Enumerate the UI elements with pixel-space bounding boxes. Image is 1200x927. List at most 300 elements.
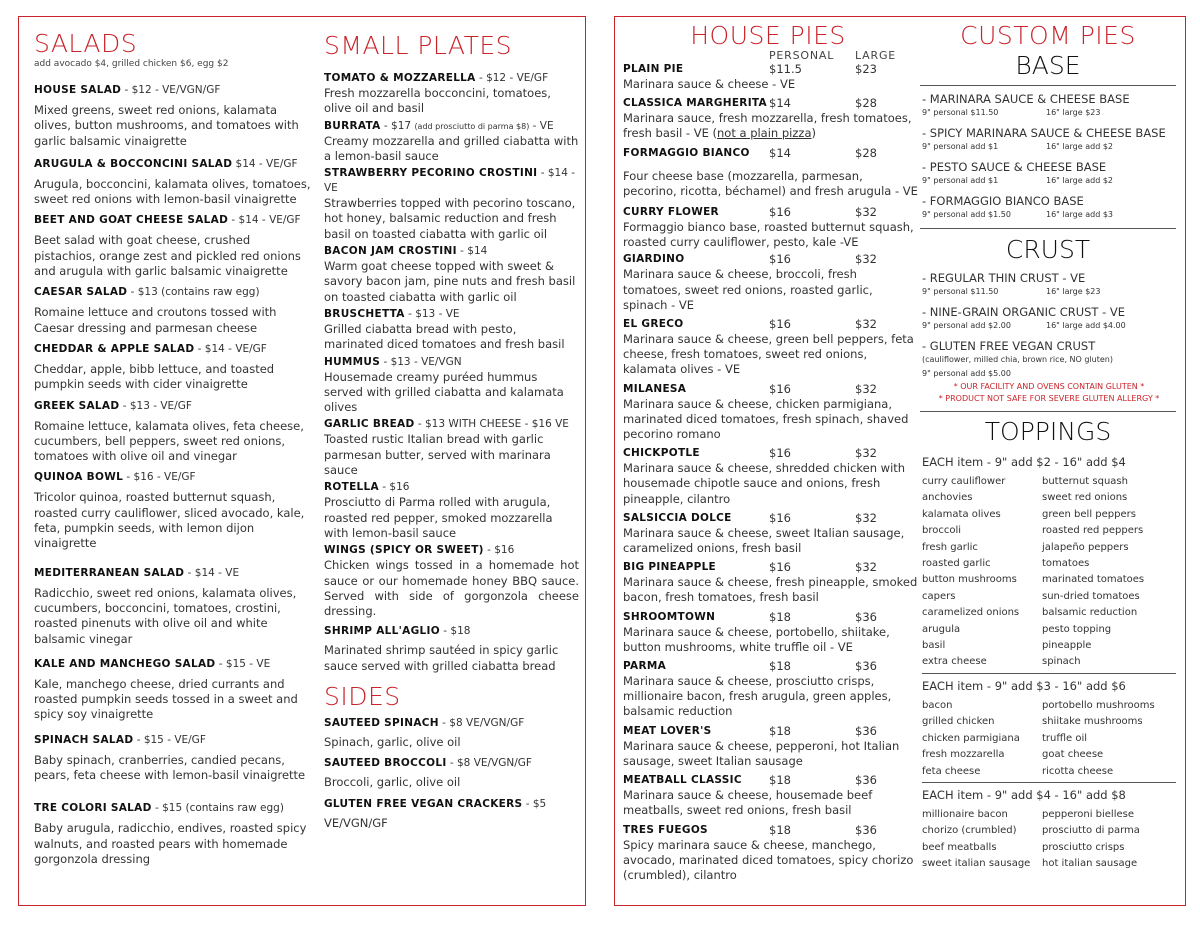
base-option-prices: [922, 209, 1176, 220]
small-plate-item: [324, 480, 579, 541]
house-pie-row: [623, 724, 918, 739]
pie-large-price: $36: [855, 773, 877, 788]
small-plate-price: - $12 - VE/GF: [475, 72, 549, 84]
base-option-label: - MARINARA SAUCE & CHEESE BASE: [922, 92, 1130, 106]
salad-price: - $14 - VE/GF: [228, 214, 301, 227]
pie-name: CHICKPOTLE: [623, 447, 700, 460]
topping-item: prosciutto di parma: [1042, 825, 1140, 837]
pie-personal-price: $16: [769, 205, 791, 220]
small-plate-title: HUMMUS: [324, 355, 381, 368]
salad-description: Romaine lettuce, kalamata olives, feta cheese, cucumbers, bell peppers, sweet red onions, tomatoes with olive oil and vinegar: [34, 418, 304, 464]
salad-price: - $15 (contains raw egg): [151, 802, 284, 815]
pie-desc-text: Marinara sauce & cheese, portobello, shiitake, button mushrooms, white truffle oil - VE: [623, 624, 890, 654]
side-title: SAUTEED SPINACH: [324, 717, 439, 730]
topping-group-header: EACH item - 9" add $4 - 16" add $8: [922, 787, 1126, 802]
pie-large-price: $32: [855, 510, 877, 525]
topping-item: tomatoes: [1042, 558, 1090, 570]
pie-name: GIARDINO: [623, 253, 685, 266]
topping-item: chicken parmigiana: [922, 732, 1020, 744]
salad-title: MEDITERRANEAN SALAD: [34, 566, 185, 579]
topping-item: extra cheese: [922, 656, 987, 668]
side-price: - $8 VE/VGN/GF: [446, 757, 532, 770]
pie-description: [623, 674, 918, 720]
pie-desc-text: Marinara sauce & cheese, pepperoni, hot Italian sausage, sweet Italian sausage: [623, 738, 900, 768]
topping-item: bacon: [922, 699, 953, 711]
house-pie-item: [623, 96, 918, 141]
side-description: Broccoli, garlic, olive oil: [324, 775, 461, 790]
pie-description: [623, 267, 918, 313]
side-item: [324, 716, 579, 750]
salad-title: CHEDDAR & APPLE SALAD: [34, 342, 195, 355]
base-option-prices: [922, 141, 1176, 152]
salad-item: [34, 157, 312, 208]
small-plate-price: - $14: [456, 245, 488, 258]
pie-description: [623, 332, 918, 378]
topping-group: [922, 678, 1176, 783]
salad-price: - $13 - VE/GF: [119, 399, 192, 412]
pie-personal-price: $11.5: [769, 62, 802, 76]
pie-name: CLASSICA MARGHERITA: [623, 97, 767, 110]
topping-item: jalapeño peppers: [1042, 541, 1129, 553]
house-pie-row: [623, 446, 918, 461]
small-plate-item: [324, 244, 579, 305]
small-plate-item: [324, 71, 579, 117]
small-plate-name: [324, 166, 579, 196]
small-plate-name: [324, 244, 579, 259]
small-plate-description: Prosciutto di Parma rolled with arugula, roasted red pepper, smoked mozzarella with lemon-basil sauce: [324, 495, 553, 540]
house-pies-list: [623, 62, 918, 883]
small-plate-title: ROTELLA: [324, 481, 379, 494]
crust-option-label: - NINE-GRAIN ORGANIC CRUST - VE: [922, 305, 1126, 319]
toppings-title: TOPPINGS: [984, 417, 1112, 446]
topping-item: button mushrooms: [922, 574, 1017, 586]
small-plate-description: Marinated shrimp sautéed in spicy garlic sauce served with grilled ciabatta bread: [324, 643, 559, 673]
topping-group: [922, 454, 1176, 674]
topping-item: balsamic reduction: [1042, 607, 1138, 619]
topping-item: anchovies: [922, 492, 973, 504]
pie-name: MEATBALL CLASSIC: [623, 774, 742, 787]
small-plate-item: [324, 543, 579, 619]
salad-title: KALE AND MANCHEGO SALAD: [34, 657, 216, 670]
divider: [920, 411, 1176, 412]
small-plate-name: [324, 307, 579, 322]
topping-item: butternut squash: [1042, 476, 1128, 487]
small-plate-description: Grilled ciabatta bread with pesto, marinated diced tomatoes and fresh basil: [324, 321, 565, 352]
pie-name: SHROOMTOWN: [623, 610, 716, 623]
salad-description: Beet salad with goat cheese, crushed pistachios, orange zest and pickled red onions and arugula with garlic balsamic vinaigrette: [34, 233, 301, 279]
house-pie-item: [623, 560, 918, 605]
salad-price: - $13 (contains raw egg): [127, 286, 260, 299]
house-pie-row: [623, 511, 918, 526]
salads-addons: add avocado $4, grilled chicken $6, egg $2: [34, 59, 229, 69]
pie-large-price: $32: [855, 317, 877, 332]
pie-personal-price: $18: [769, 822, 791, 837]
salad-item: [34, 342, 312, 393]
small-plate-title: WINGS (SPICY OR SWEET): [324, 544, 484, 557]
side-price: - $8 VE/VGN/GF: [438, 717, 525, 730]
personal-header: PERSONAL: [769, 49, 835, 62]
base-option-prices: [922, 175, 1176, 186]
small-plate-description: Fresh mozzarella bocconcini, tomatoes, olive oil and basil: [324, 86, 551, 116]
small-plates-column: [324, 31, 579, 837]
house-pie-row: [623, 146, 918, 161]
base-option-label: - FORMAGGIO BIANCO BASE: [922, 194, 1084, 208]
salad-name: [34, 566, 312, 581]
topping-item: basil: [922, 640, 946, 652]
house-pie-row: [623, 62, 918, 77]
gf-crust-desc: (cauliflower, milled chia, brown rice, NO gluten): [922, 355, 1113, 364]
topping-item: sun-dried tomatoes: [1042, 590, 1140, 602]
salad-title: HOUSE SALAD: [34, 84, 122, 96]
divider: [922, 782, 1176, 783]
small-plate-title: BACON JAM CROSTINI: [324, 245, 457, 258]
small-plate-item: [324, 119, 579, 165]
pie-description: [623, 397, 918, 443]
house-pie-row: [623, 659, 918, 674]
pie-large-price: $36: [855, 822, 877, 837]
crust-option: [922, 271, 1176, 297]
salad-title: CAESAR SALAD: [34, 286, 128, 299]
small-plate-price: - $18: [439, 625, 471, 638]
small-plate-description: Warm goat cheese topped with sweet & savory bacon jam, pine nuts and fresh basil on toasted ciabatta with garlic oil: [324, 259, 576, 304]
base-option: [922, 126, 1176, 152]
salad-name: [34, 285, 312, 300]
small-plate-title: BURRATA: [324, 119, 381, 132]
divider: [920, 228, 1176, 229]
salads-column: [34, 29, 312, 867]
topping-item: beef meatballs: [922, 841, 997, 853]
salad-description: Baby arugula, radicchio, endives, roasted spicy walnuts, and roasted pears with homemade gorgonzola dressing: [34, 821, 307, 866]
topping-item: sweet italian sausage: [922, 858, 1031, 870]
salad-item: [34, 657, 312, 723]
pie-large-price: $32: [855, 381, 877, 396]
pie-desc-text: Marinara sauce & cheese - VE: [623, 77, 796, 91]
house-pie-row: [623, 252, 918, 267]
small-plate-title: TOMATO & MOZZARELLA: [324, 72, 476, 84]
small-plate-item: [324, 355, 579, 416]
salad-name: [34, 733, 312, 748]
pie-desc-text: Marinara sauce & cheese, housemade beef meatballs, sweet red onions, fresh basil: [623, 788, 873, 818]
pie-desc-text: Marinara sauce & cheese, green bell peppers, feta cheese, fresh tomatoes, sweet red onions, kalamata olives - VE: [623, 332, 914, 377]
salad-description: Romaine lettuce and croutons tossed with Caesar dressing and parmesan cheese: [34, 305, 277, 335]
salad-description: Kale, manchego cheese, dried currants and roasted pumpkin seeds tossed in a sweet and spicy soy vinaigrette: [34, 676, 298, 722]
salad-item: [34, 801, 312, 867]
topping-item: broccoli: [922, 525, 962, 537]
small-plate-price: - $13 - VE/VGN: [380, 355, 462, 368]
pie-desc-underlined: not a plain pizza: [717, 126, 812, 141]
base-option: [922, 194, 1176, 220]
divider: [920, 85, 1176, 86]
salad-price: - $12 - VE/VGN/GF: [121, 84, 221, 96]
large-header: LARGE: [855, 49, 897, 62]
pie-personal-price: $18: [769, 609, 791, 624]
topping-group-header: EACH item - 9" add $3 - 16" add $6: [922, 678, 1126, 693]
small-plate-description: Housemade creamy puréed hummus served with grilled ciabatta and kalamata olives: [324, 369, 564, 415]
personal-price: 9" personal add $1: [922, 142, 999, 151]
small-plates-title: SMALL PLATES: [324, 31, 513, 60]
side-description: VE/VGN/GF: [324, 815, 388, 830]
pie-personal-price: $16: [769, 510, 791, 525]
left-menu-panel: [18, 16, 586, 906]
salad-title: BEET AND GOAT CHEESE SALAD: [34, 214, 229, 227]
topping-item: millionaire bacon: [922, 808, 1008, 820]
salad-description: Arugula, bocconcini, kalamata olives, tomatoes, sweet red onions with lemon-basil vinaigrette: [34, 176, 311, 207]
salad-title: ARUGULA & BOCCONCINI SALAD: [34, 157, 233, 170]
house-pie-item: [623, 610, 918, 655]
topping-item: goat cheese: [1042, 749, 1104, 761]
salad-item: [34, 83, 312, 149]
small-plate-description: Strawberries topped with pecorino toscano, hot honey, balsamic reduction and fresh basil on toasted ciabatta with garlic oil: [324, 196, 576, 241]
gluten-warning-1: * OUR FACILITY AND OVENS CONTAIN GLUTEN *: [953, 382, 1145, 391]
personal-price: 9" personal $11.50: [922, 108, 999, 117]
house-pie-row: [623, 610, 918, 625]
pie-name: FORMAGGIO BIANCO: [623, 146, 750, 159]
pie-large-price: $28: [855, 145, 877, 160]
personal-price: 9" personal add $1.50: [922, 210, 1011, 219]
topping-item: chorizo (crumbled): [922, 825, 1017, 837]
large-price: 16" large $23: [1046, 287, 1101, 296]
topping-item: ricotta cheese: [1042, 765, 1114, 777]
pie-desc-text: Marinara sauce & cheese, prosciutto crisps, millionaire bacon, fresh arugula, green apples, balsamic reduction: [623, 674, 892, 719]
sides-list: [324, 716, 579, 831]
gluten-free-option: [920, 339, 1176, 405]
small-plate-price: - $14 - VE: [324, 167, 576, 195]
topping-group: [922, 787, 1176, 873]
salad-price: $14 - VE/GF: [232, 157, 298, 170]
house-pies-column: [623, 21, 918, 883]
pie-name: TRES FUEGOS: [623, 823, 708, 836]
topping-item: fresh garlic: [922, 541, 978, 553]
pie-large-price: $32: [855, 446, 877, 461]
crust-option-label: - REGULAR THIN CRUST - VE: [922, 271, 1086, 285]
salad-name: [34, 157, 312, 172]
salad-price: - $14 - VE: [184, 566, 240, 579]
small-plate-price: - $13 WITH CHEESE - $16 VE: [414, 418, 569, 431]
salad-item: [34, 213, 312, 279]
topping-item: pesto topping: [1042, 623, 1112, 635]
side-price: - $5: [522, 797, 547, 810]
topping-item: hot italian sausage: [1042, 858, 1138, 870]
pie-desc-text: Four cheese base (mozzarella, parmesan, pecorino, ricotta, béchamel) and fresh arugula - VE: [623, 168, 918, 198]
pie-description: [623, 111, 918, 141]
pie-description: [623, 575, 918, 605]
pie-description: [623, 788, 918, 818]
small-plate-name: [324, 355, 579, 370]
custom-pies-title: CUSTOM PIES: [960, 21, 1136, 50]
pie-personal-price: $14: [769, 96, 791, 111]
house-pie-item: [623, 146, 918, 199]
topping-item: pineapple: [1042, 640, 1092, 652]
salad-price: - $15 - VE/GF: [133, 733, 206, 746]
pie-personal-price: $16: [769, 560, 791, 575]
pie-description: [623, 838, 918, 884]
size-headers: [769, 49, 918, 62]
small-plate-title: STRAWBERRY PECORINO CROSTINI: [324, 167, 538, 180]
salad-description: Tricolor quinoa, roasted butternut squash, roasted curry cauliflower, sliced avocado, kale, feta, pumpkin seeds, with lemon dijon vinaigrette: [34, 490, 305, 551]
pie-description: [623, 461, 918, 507]
side-name: [324, 756, 579, 771]
salad-item: [34, 733, 312, 784]
house-pie-item: [623, 62, 918, 92]
small-plate-name: [324, 71, 579, 86]
house-pie-row: [623, 382, 918, 397]
pie-desc-text: Spicy marinara sauce & cheese, manchego, avocado, marinated diced tomatoes, spicy chorizo (crumbled), cilantro: [623, 837, 914, 882]
house-pies-title: HOUSE PIES: [690, 21, 846, 50]
small-plates-list: [324, 71, 579, 674]
topping-item: roasted garlic: [922, 558, 991, 570]
pie-large-price: $28: [855, 96, 877, 111]
small-plate-price: - $17: [380, 119, 415, 132]
pie-desc-end: ): [811, 126, 816, 141]
pie-description: [623, 169, 918, 199]
house-pie-row: [623, 96, 918, 111]
small-plate-title: SHRIMP ALL'AGLIO: [324, 625, 440, 638]
crust-options: [920, 271, 1176, 331]
topping-item: curry cauliflower: [922, 476, 1006, 487]
salad-description: Radicchio, sweet red onions, kalamata olives, cucumbers, bocconcini, tomatoes, crostini, roasted pinenuts with olive oil and white balsamic vinegar: [34, 585, 297, 646]
large-price: 16" large $23: [1046, 108, 1101, 117]
small-plate-title: GARLIC BREAD: [324, 418, 415, 431]
pie-personal-price: $18: [769, 773, 791, 788]
pie-name: BIG PINEAPPLE: [623, 561, 717, 574]
small-plate-description: Toasted rustic Italian bread with garlic parmesan butter, served with marinara sauce: [324, 432, 551, 478]
salad-price: - $14 - VE/GF: [194, 342, 267, 355]
salad-list: [34, 83, 312, 867]
small-plate-name: [324, 119, 579, 134]
crust-option: [922, 305, 1176, 331]
side-description: Spinach, garlic, olive oil: [324, 735, 461, 750]
pie-description: [623, 526, 918, 556]
base-option: [922, 160, 1176, 186]
topping-item: grilled chicken: [922, 716, 995, 728]
salad-item: [34, 566, 312, 647]
small-plate-name: [324, 624, 579, 639]
topping-item: spinach: [1042, 656, 1081, 668]
house-pie-item: [623, 446, 918, 507]
salad-name: [34, 342, 312, 357]
house-pie-row: [623, 205, 918, 220]
pie-name: SALSICCIA DOLCE: [623, 511, 732, 524]
pie-personal-price: $16: [769, 381, 791, 396]
salad-description: Baby spinach, cranberries, candied pecans, pears, feta cheese with lemon-basil vinaigrette: [34, 752, 306, 783]
house-pie-item: [623, 659, 918, 720]
topping-item: pepperoni biellese: [1042, 808, 1135, 820]
base-option: [922, 92, 1176, 118]
house-pie-item: [623, 823, 918, 884]
pie-large-price: $36: [855, 723, 877, 738]
large-price: 16" large add $2: [1046, 176, 1113, 185]
salad-price: - $15 - VE: [215, 657, 271, 670]
pie-personal-price: $14: [769, 145, 791, 160]
topping-item: shiitake mushrooms: [1042, 716, 1143, 728]
topping-item: marinated tomatoes: [1042, 574, 1145, 586]
base-title: BASE: [1015, 51, 1081, 80]
small-plate-description: Chicken wings tossed in a homemade hot sauce or our homemade honey BBQ sauce. Served with side of gorgonzola cheese dressing.: [324, 558, 579, 619]
crust-option-prices: [922, 286, 1176, 297]
small-plate-description: Creamy mozzarella and grilled ciabatta with a lemon-basil sauce: [324, 133, 579, 163]
salads-title: SALADS: [34, 29, 138, 58]
small-plate-addon: (add prosciutto di parma $8): [414, 121, 530, 131]
salad-title: TRE COLORI SALAD: [34, 802, 152, 815]
pie-description: [623, 625, 918, 655]
small-plate-item: [324, 624, 579, 674]
house-pie-row: [623, 317, 918, 332]
pie-description: [623, 739, 918, 769]
salad-item: [34, 470, 312, 551]
pie-desc-text: Marinara sauce & cheese, fresh pineapple, smoked bacon, fresh tomatoes, fresh basil: [623, 575, 918, 605]
pie-personal-price: $18: [769, 659, 791, 674]
pie-large-price: $36: [855, 659, 877, 674]
topping-item: arugula: [922, 623, 961, 635]
salad-name: [34, 801, 312, 816]
small-plate-item: [324, 307, 579, 353]
topping-item: portobello mushrooms: [1042, 699, 1155, 711]
topping-item: roasted red peppers: [1042, 525, 1144, 537]
salad-description: Cheddar, apple, bibb lettuce, and toasted pumpkin seeds with cider vinaigrette: [34, 361, 275, 392]
side-name: [324, 797, 579, 812]
pie-desc-text: Formaggio bianco base, roasted butternut squash, roasted curry cauliflower, pesto, kale -VE: [623, 220, 914, 250]
house-pie-item: [623, 252, 918, 313]
topping-item: sweet red onions: [1042, 492, 1128, 504]
pie-desc-text: Marinara sauce & cheese, chicken parmigiana, marinated diced tomatoes, fresh spinach, shaved pecorino romano: [623, 396, 909, 442]
salad-item: [34, 399, 312, 465]
salad-price: - $16 - VE/GF: [123, 471, 196, 484]
sides-title: SIDES: [324, 682, 401, 712]
pie-personal-price: $18: [769, 723, 791, 738]
salad-name: [34, 470, 312, 485]
topping-item: prosciutto crisps: [1042, 841, 1125, 853]
small-plate-tags: - VE: [529, 119, 554, 132]
pie-large-price: $32: [855, 560, 877, 575]
small-plate-name: [324, 480, 579, 495]
pie-large-price: $32: [855, 205, 877, 220]
salad-name: [34, 657, 312, 672]
salad-description: Mixed greens, sweet red onions, kalamata olives, button mushrooms, and tomatoes with garlic balsamic vinaigrette: [34, 103, 299, 148]
small-plate-item: [324, 166, 579, 242]
house-pie-item: [623, 317, 918, 378]
pie-description: [623, 77, 918, 92]
topping-item: fresh mozzarella: [922, 749, 1005, 761]
house-pie-item: [623, 773, 918, 818]
salad-title: QUINOA BOWL: [34, 471, 124, 484]
house-pie-item: [623, 205, 918, 250]
house-pie-row: [623, 773, 918, 788]
small-plate-title: BRUSCHETTA: [324, 307, 405, 320]
toppings-groups: [920, 454, 1176, 873]
pie-personal-price: $16: [769, 446, 791, 461]
side-title: SAUTEED BROCCOLI: [324, 757, 447, 770]
crust-option-prices: [922, 320, 1176, 331]
base-options: [920, 92, 1176, 220]
pie-large-price: $23: [855, 62, 877, 76]
pie-name: PARMA: [623, 660, 667, 673]
topping-item: kalamata olives: [922, 508, 1001, 520]
small-plate-price: - $13 - VE: [404, 307, 460, 320]
house-pie-row: [623, 560, 918, 575]
topping-item: caramelized onions: [922, 607, 1020, 619]
pie-personal-price: $16: [769, 252, 791, 267]
salad-name: [34, 213, 312, 228]
pie-name: MEAT LOVER'S: [623, 724, 712, 737]
base-option-label: - SPICY MARINARA SAUCE & CHEESE BASE: [922, 126, 1166, 140]
topping-item: truffle oil: [1042, 732, 1088, 744]
base-option-label: - PESTO SAUCE & CHEESE BASE: [922, 160, 1107, 174]
salad-name: [34, 83, 312, 98]
crust-title: CRUST: [1005, 235, 1091, 264]
side-item: [324, 797, 579, 831]
personal-price: 9" personal add $2.00: [922, 321, 1011, 330]
pie-desc-text: Marinara sauce, fresh mozzarella, fresh tomatoes, fresh basil - VE (: [623, 111, 912, 141]
